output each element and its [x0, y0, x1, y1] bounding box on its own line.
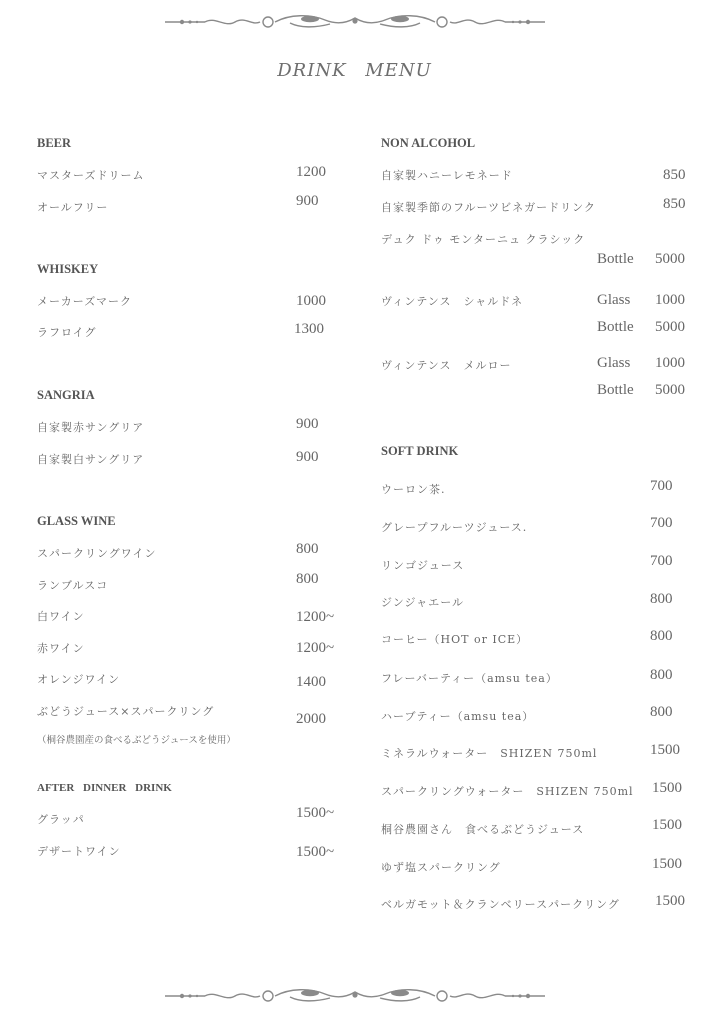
menu-item-name: リンゴジュース: [381, 559, 465, 572]
menu-item-name: デュク ドゥ モンターニュ クラシック: [381, 233, 586, 246]
menu-item-price: 2000: [296, 711, 326, 727]
menu-item-price: 700: [650, 515, 673, 531]
menu-item-name: ジンジャエール: [381, 596, 465, 609]
beer-heading: BEER: [37, 136, 72, 150]
menu-item-price: 1500: [652, 856, 682, 872]
menu-title: DRINK MENU: [277, 60, 432, 81]
menu-item-note: （桐谷農園産の食べるぶどうジュースを使用）: [37, 735, 236, 746]
menu-item-name: 自家製白サングリア: [37, 453, 145, 466]
menu-item-name: グレープフルーツジュース.: [381, 521, 528, 534]
menu-item-name: デザートワイン: [37, 845, 121, 858]
menu-item-price: 5000: [655, 382, 685, 398]
menu-item-price: 1500: [652, 817, 682, 833]
menu-item-name: スパークリングウォーター SHIZEN 750ml: [381, 785, 634, 798]
menu-item-name: グラッパ: [37, 813, 85, 826]
menu-item-name: ゆず塩スパークリング: [381, 861, 501, 874]
menu-item-price: 1400: [296, 674, 326, 690]
after-dinner-heading: AFTER DINNER DRINK: [37, 782, 172, 794]
menu-item-price: 5000: [655, 319, 685, 335]
menu-item-name: オレンジワイン: [37, 673, 121, 686]
menu-item-price: 1200~: [296, 609, 335, 625]
menu-item-name: フレーバーティー（amsu tea）: [381, 672, 558, 685]
menu-item-name: マスターズドリーム: [37, 169, 145, 182]
menu-item-name: 桐谷農園さん 食べるぶどうジュース: [381, 823, 585, 836]
menu-item-price: 1200: [296, 164, 326, 180]
menu-item-price: 800: [650, 704, 673, 720]
menu-item-price: 1500: [655, 893, 685, 909]
menu-item-price: 1200~: [296, 640, 335, 656]
menu-item-name: オールフリー: [37, 201, 109, 214]
menu-item-name: 白ワイン: [37, 610, 85, 623]
bottle-label: Bottle: [597, 319, 634, 335]
menu-item-price: 800: [650, 591, 673, 607]
menu-item-price: 1500: [652, 780, 682, 796]
menu-item-name: ベルガモット＆クランベリースパークリング: [381, 898, 620, 911]
menu-item-price: 5000: [655, 251, 685, 267]
menu-item-price: 1000: [655, 292, 685, 308]
top-flourish-ornament: [160, 14, 550, 30]
menu-item-name: ハーブティー（amsu tea）: [381, 710, 535, 723]
bottle-label: Bottle: [597, 251, 634, 267]
menu-item-name: ウーロン茶.: [381, 483, 446, 496]
menu-item-price: 800: [650, 628, 673, 644]
menu-item-price: 800: [296, 571, 319, 587]
menu-item-price: 850: [663, 196, 686, 212]
menu-item-price: 900: [296, 416, 319, 432]
menu-item-price: 1500~: [296, 805, 335, 821]
non-alcohol-heading: NON ALCOHOL: [381, 136, 476, 150]
soft-drink-heading: SOFT DRINK: [381, 444, 459, 458]
menu-item-name: ランブルスコ: [37, 579, 109, 592]
menu-item-name: コーヒー（HOT or ICE）: [381, 633, 529, 646]
bottom-flourish-ornament: [160, 988, 550, 1004]
menu-item-price: 1000: [655, 355, 685, 371]
glass-label: Glass: [597, 292, 631, 308]
glass-label: Glass: [597, 355, 631, 371]
menu-item-price: 800: [650, 667, 673, 683]
menu-item-price: 700: [650, 553, 673, 569]
menu-item-name: ぶどうジュース×スパークリング: [37, 705, 215, 718]
glass-wine-heading: GLASS WINE: [37, 514, 116, 528]
menu-item-name: 自家製ハニーレモネード: [381, 169, 513, 182]
menu-item-name: スパークリングワイン: [37, 547, 157, 560]
menu-item-name: ヴィンテンス メルロー: [381, 359, 512, 372]
menu-item-price: 1300: [294, 321, 324, 337]
whiskey-heading: WHISKEY: [37, 262, 99, 276]
menu-item-price: 1500~: [296, 844, 335, 860]
menu-item-name: 自家製季節のフルーツビネガードリンク: [381, 201, 596, 214]
menu-item-price: 900: [296, 193, 319, 209]
menu-item-name: メーカーズマーク: [37, 295, 133, 308]
menu-item-price: 700: [650, 478, 673, 494]
menu-item-name: ラフロイグ: [37, 326, 97, 339]
menu-item-price: 1000: [296, 293, 326, 309]
sangria-heading: SANGRIA: [37, 388, 95, 402]
menu-item-price: 800: [296, 541, 319, 557]
menu-item-name: 自家製赤サングリア: [37, 421, 145, 434]
menu-item-price: 1500: [650, 742, 680, 758]
bottle-label: Bottle: [597, 382, 634, 398]
menu-item-price: 850: [663, 167, 686, 183]
menu-item-price: 900: [296, 449, 319, 465]
menu-item-name: 赤ワイン: [37, 642, 85, 655]
menu-item-name: ミネラルウォーター SHIZEN 750ml: [381, 747, 598, 760]
menu-item-name: ヴィンテンス シャルドネ: [381, 295, 524, 308]
